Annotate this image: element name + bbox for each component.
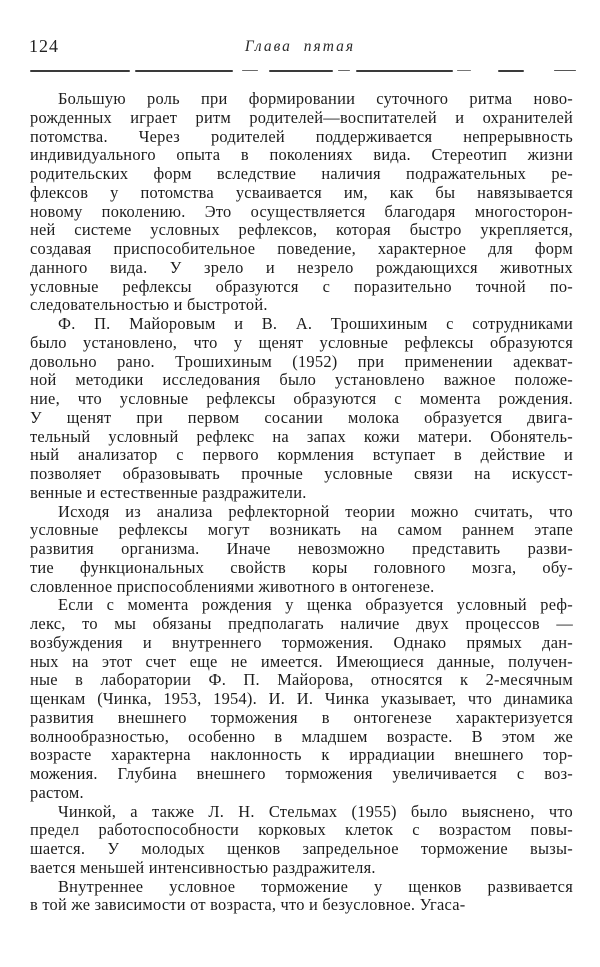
text-line: развития внешнего торможения в онтогенезе характеризуется [30,707,573,727]
text-line: тие функциональных свойств коры головного мозга, обу- [30,557,573,577]
text-line: новому поколению. Это осуществляется благодаря многосторон- [30,201,573,221]
running-head: Глава пятая [244,38,356,55]
paragraph [30,90,573,315]
text-line: потомства. Через родителей поддерживается непрерывность [30,126,573,146]
text-line: Ф. П. Майоровым и В. А. Трошихиным с сотрудниками [58,314,573,333]
text-line: довольно рано. Трошихиным (1952) при применении адекват- [30,351,573,371]
text-line: Большую роль при формировании суточного ритма ново- [58,89,573,108]
text-line: ные в лаборатории Ф. П. Майорова, относятся к 2-месячным [30,670,573,690]
text-line: волнообразностью, особенно в младшем возрасте. В этом же [30,726,573,746]
text-line: тельный условный рефлекс на запах кожи матери. Обонятель- [30,426,573,446]
text-line: родительских форм вследствие наличия подражательных ре- [30,164,573,183]
paragraph [30,596,573,802]
text-line: было установлено, что у щенят условные рефлексы образуются [30,332,573,352]
text-line: шается. У молодых щенков запредельное торможение вызы- [30,839,573,858]
text-line: следовательностью и быстротой. [30,295,268,315]
text-line: условные рефлексы могут возникать на самом раннем этапе [30,520,573,540]
text-line: словленное приспособлениями животного в онтогенезе. [30,576,435,596]
text-line: ных на этот счет еще не имеется. Имеющиеся данные, получен- [30,651,573,671]
page-header [0,34,600,60]
text-line: развития организма. Иначе невозможно представить разви- [30,539,573,558]
text-line: растом. [30,782,84,802]
text-line: предел работоспособности корковых клеток с возрастом повы- [30,820,573,840]
text-line: ный анализатор с первого кормления вступает в действие и [30,445,573,465]
text-line: лекс, то мы обязаны предполагать наличие двух процессов — [30,614,573,633]
text-line: флексов у потомства усваивается им, как бы навязывается [30,182,573,202]
text-line: индивидуального опыта в поколениях вида. Стереотип жизни [30,145,573,165]
text-line: возрасте характерна наклонность к иррадиации внешнего тор- [30,745,573,765]
text-line: данного вида. У зрело и незрело рождающихся животных [30,257,573,277]
text-line: в той же зависимости от возраста, что и безусловное. Угаса- [30,895,466,915]
page-number: 124 [29,36,59,56]
text-line: щенкам (Чинка, 1953, 1954). И. И. Чинка указывает, что динамика [30,689,573,708]
text-line: создавая приспособительное поведение, характерное для форм [30,239,573,258]
paragraph [30,803,573,878]
text-line: позволяет образовывать прочные условные связи на искусст- [30,464,573,483]
text-line: Исходя из анализа рефлекторной теории можно считать, что [58,501,573,521]
text-line: возбуждения и внутреннего торможения. Однако прямых дан- [30,632,573,652]
text-line: вается меньшей интенсивностью раздражителя. [30,857,376,877]
text-line: Внутреннее условное торможение у щенков развивается [58,876,573,896]
text-line: можения. Глубина внешнего торможения увеличивается с воз- [30,764,573,783]
text-line: рожденных играет ритм родителей—воспитателей и охранителей [30,107,573,127]
text-line: ние, что условные рефлексы образуются с момента рождения. [30,389,573,408]
body-text [30,90,573,915]
header-rule [30,70,576,73]
paragraph [30,503,573,597]
text-line: Если с момента рождения у щенка образуется условный реф- [58,595,573,615]
paragraph [30,878,573,916]
text-line: условные рефлексы образуются с поразительно точной по- [30,276,573,296]
text-line: венные и естественные раздражители. [30,482,307,502]
text-line: У щенят при первом сосании молока образуется двига- [30,407,573,427]
paragraph [30,315,573,503]
text-line: ней системе условных рефлексов, которая быстро укрепляется, [30,220,573,240]
text-line: ной методики исследования было установлено важное положе- [30,370,573,390]
text-line: Чинкой, а также Л. Н. Стельмах (1955) было выяснено, что [58,801,573,821]
